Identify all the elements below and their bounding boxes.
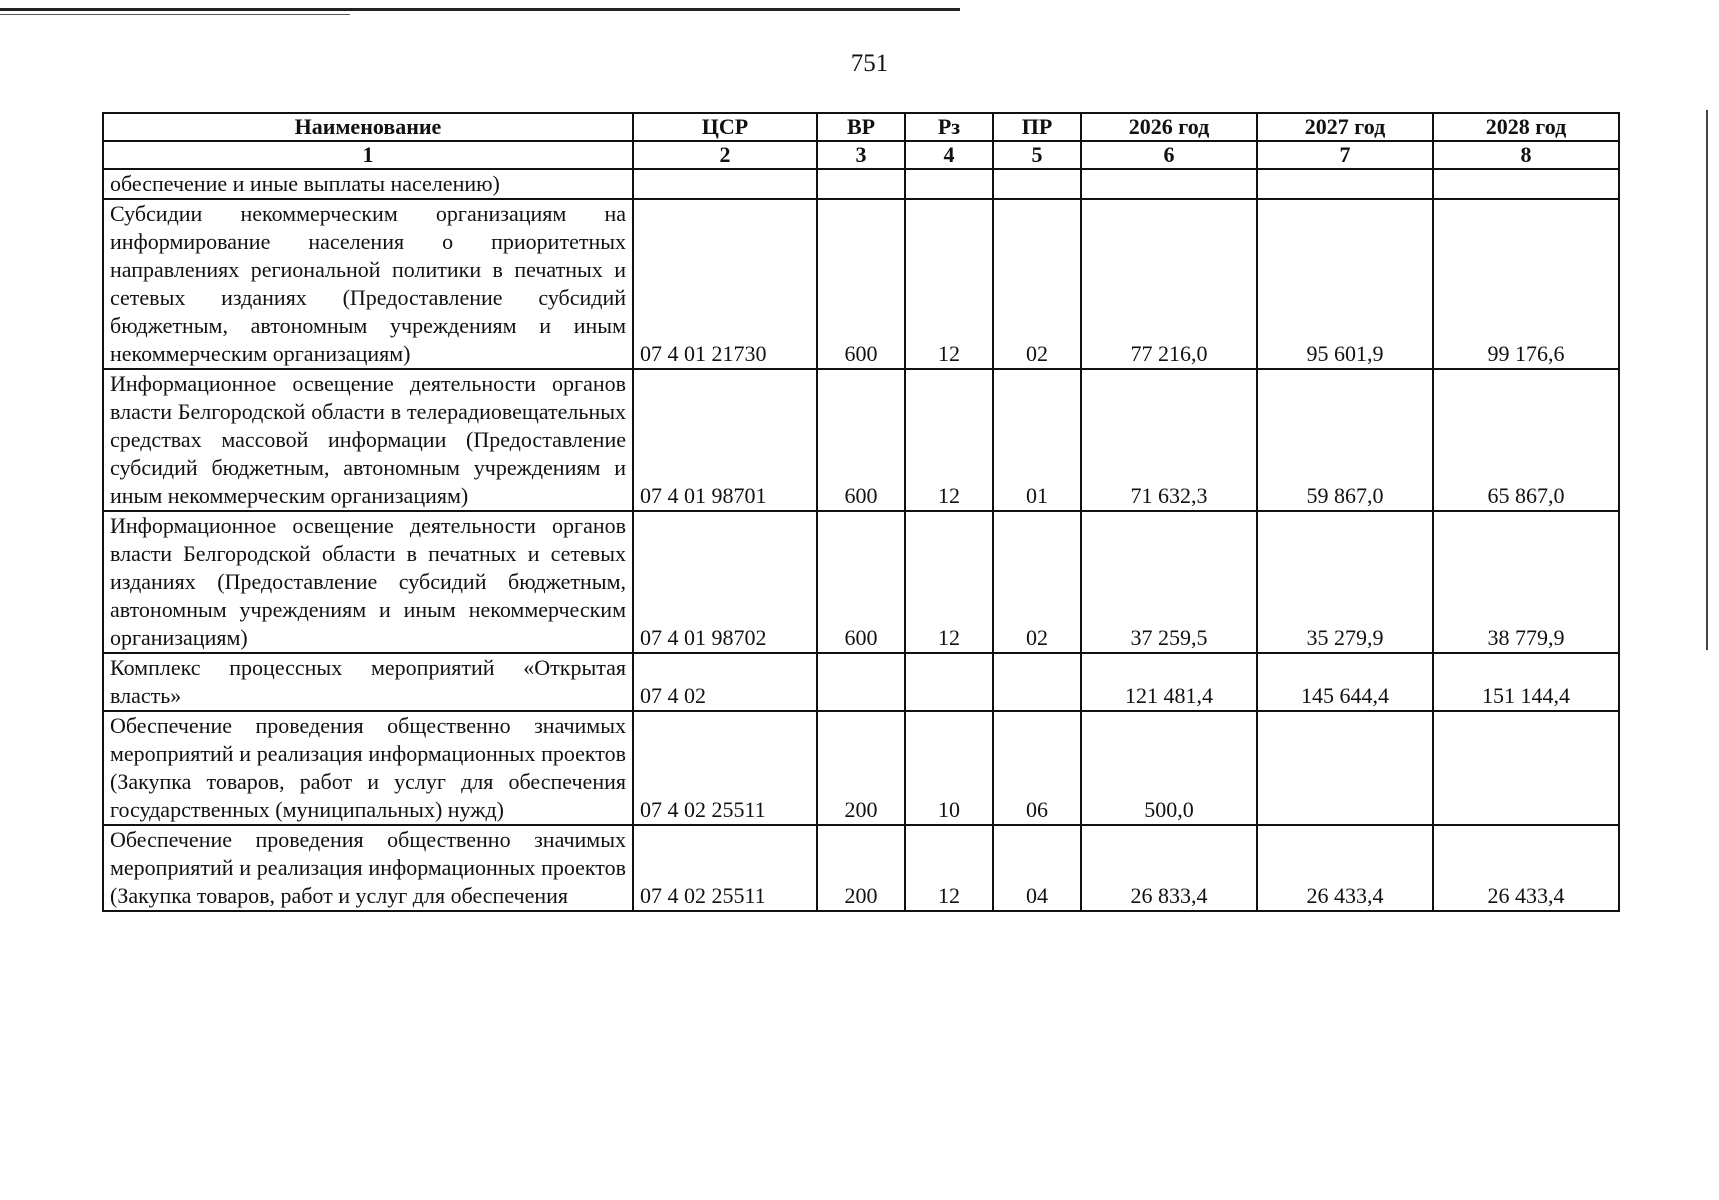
row-2028: 99 176,6 [1433, 199, 1619, 369]
row-2028: 65 867,0 [1433, 369, 1619, 511]
row-vr [817, 169, 905, 199]
column-number: 2 [633, 141, 817, 169]
scan-edge-line [0, 14, 350, 15]
header-vr: ВР [817, 113, 905, 141]
column-number-row [103, 141, 1619, 169]
column-number: 5 [993, 141, 1081, 169]
row-vr: 200 [817, 711, 905, 825]
scan-edge-line [0, 8, 960, 11]
row-csr: 07 4 01 21730 [633, 199, 817, 369]
row-name: Обеспечение проведения общественно значимых мероприятий и реализация информационных проектов (Закупка товаров, работ и услуг для обеспечения государственных (муниципальных) нужд) [103, 711, 633, 825]
row-pr: 06 [993, 711, 1081, 825]
row-rz: 12 [905, 511, 993, 653]
row-2026: 71 632,3 [1081, 369, 1257, 511]
row-2027: 95 601,9 [1257, 199, 1433, 369]
row-name: Информационное освещение деятельности органов власти Белгородской области в печатных и сетевых изданиях (Предоставление субсидий бюджетным, автономным учреждениям и иным некоммерческим организациям) [103, 511, 633, 653]
row-csr [633, 169, 817, 199]
header-pr: ПР [993, 113, 1081, 141]
table-row [103, 825, 1619, 911]
row-csr: 07 4 02 25511 [633, 711, 817, 825]
row-name: Комплекс процессных мероприятий «Открытая власть» [103, 653, 633, 711]
row-vr: 200 [817, 825, 905, 911]
column-number: 4 [905, 141, 993, 169]
row-2026: 77 216,0 [1081, 199, 1257, 369]
table-row [103, 369, 1619, 511]
row-csr: 07 4 02 25511 [633, 825, 817, 911]
header-2026: 2026 год [1081, 113, 1257, 141]
row-pr [993, 169, 1081, 199]
row-2028: 38 779,9 [1433, 511, 1619, 653]
row-2027: 145 644,4 [1257, 653, 1433, 711]
row-csr: 07 4 02 [633, 653, 817, 711]
header-2027: 2027 год [1257, 113, 1433, 141]
row-2028: 26 433,4 [1433, 825, 1619, 911]
row-name: обеспечение и иные выплаты населению) [103, 169, 633, 199]
table-row [103, 711, 1619, 825]
row-2027 [1257, 169, 1433, 199]
row-rz: 12 [905, 369, 993, 511]
row-2026 [1081, 169, 1257, 199]
row-vr [817, 653, 905, 711]
row-2026: 37 259,5 [1081, 511, 1257, 653]
header-rz: Рз [905, 113, 993, 141]
row-pr: 04 [993, 825, 1081, 911]
column-number: 7 [1257, 141, 1433, 169]
table-row [103, 199, 1619, 369]
header-csr: ЦСР [633, 113, 817, 141]
row-2028 [1433, 711, 1619, 825]
column-number: 1 [103, 141, 633, 169]
header-2028: 2028 год [1433, 113, 1619, 141]
row-rz: 12 [905, 825, 993, 911]
row-pr: 01 [993, 369, 1081, 511]
row-pr: 02 [993, 511, 1081, 653]
scan-edge-line [1706, 110, 1708, 650]
row-vr: 600 [817, 199, 905, 369]
column-number: 8 [1433, 141, 1619, 169]
table-row [103, 169, 1619, 199]
budget-table [102, 112, 1620, 912]
row-name: Обеспечение проведения общественно значимых мероприятий и реализация информационных проектов (Закупка товаров, работ и услуг для обеспечения [103, 825, 633, 911]
table-row [103, 511, 1619, 653]
row-2027: 26 433,4 [1257, 825, 1433, 911]
row-2027 [1257, 711, 1433, 825]
row-rz: 12 [905, 199, 993, 369]
row-rz [905, 169, 993, 199]
row-name: Субсидии некоммерческим организациям на информирование населения о приоритетных направлениях региональной политики в печатных и сетевых изданиях (Предоставление субсидий бюджетным, автономным учреждениям и иным некоммерческим организациям) [103, 199, 633, 369]
row-2028 [1433, 169, 1619, 199]
row-pr: 02 [993, 199, 1081, 369]
row-vr: 600 [817, 511, 905, 653]
column-number: 3 [817, 141, 905, 169]
row-csr: 07 4 01 98701 [633, 369, 817, 511]
row-2027: 59 867,0 [1257, 369, 1433, 511]
row-rz [905, 653, 993, 711]
table-row [103, 653, 1619, 711]
row-2026: 26 833,4 [1081, 825, 1257, 911]
row-rz: 10 [905, 711, 993, 825]
row-2026: 121 481,4 [1081, 653, 1257, 711]
header-row [103, 113, 1619, 141]
row-pr [993, 653, 1081, 711]
header-name: Наименование [103, 113, 633, 141]
row-name: Информационное освещение деятельности органов власти Белгородской области в телерадиовещательных средствах массовой информации (Предоставление субсидий бюджетным, автономным учреждениям и иным некоммерческим организациям) [103, 369, 633, 511]
column-number: 6 [1081, 141, 1257, 169]
row-2027: 35 279,9 [1257, 511, 1433, 653]
row-2026: 500,0 [1081, 711, 1257, 825]
row-2028: 151 144,4 [1433, 653, 1619, 711]
row-vr: 600 [817, 369, 905, 511]
row-csr: 07 4 01 98702 [633, 511, 817, 653]
page-number: 751 [850, 50, 889, 77]
